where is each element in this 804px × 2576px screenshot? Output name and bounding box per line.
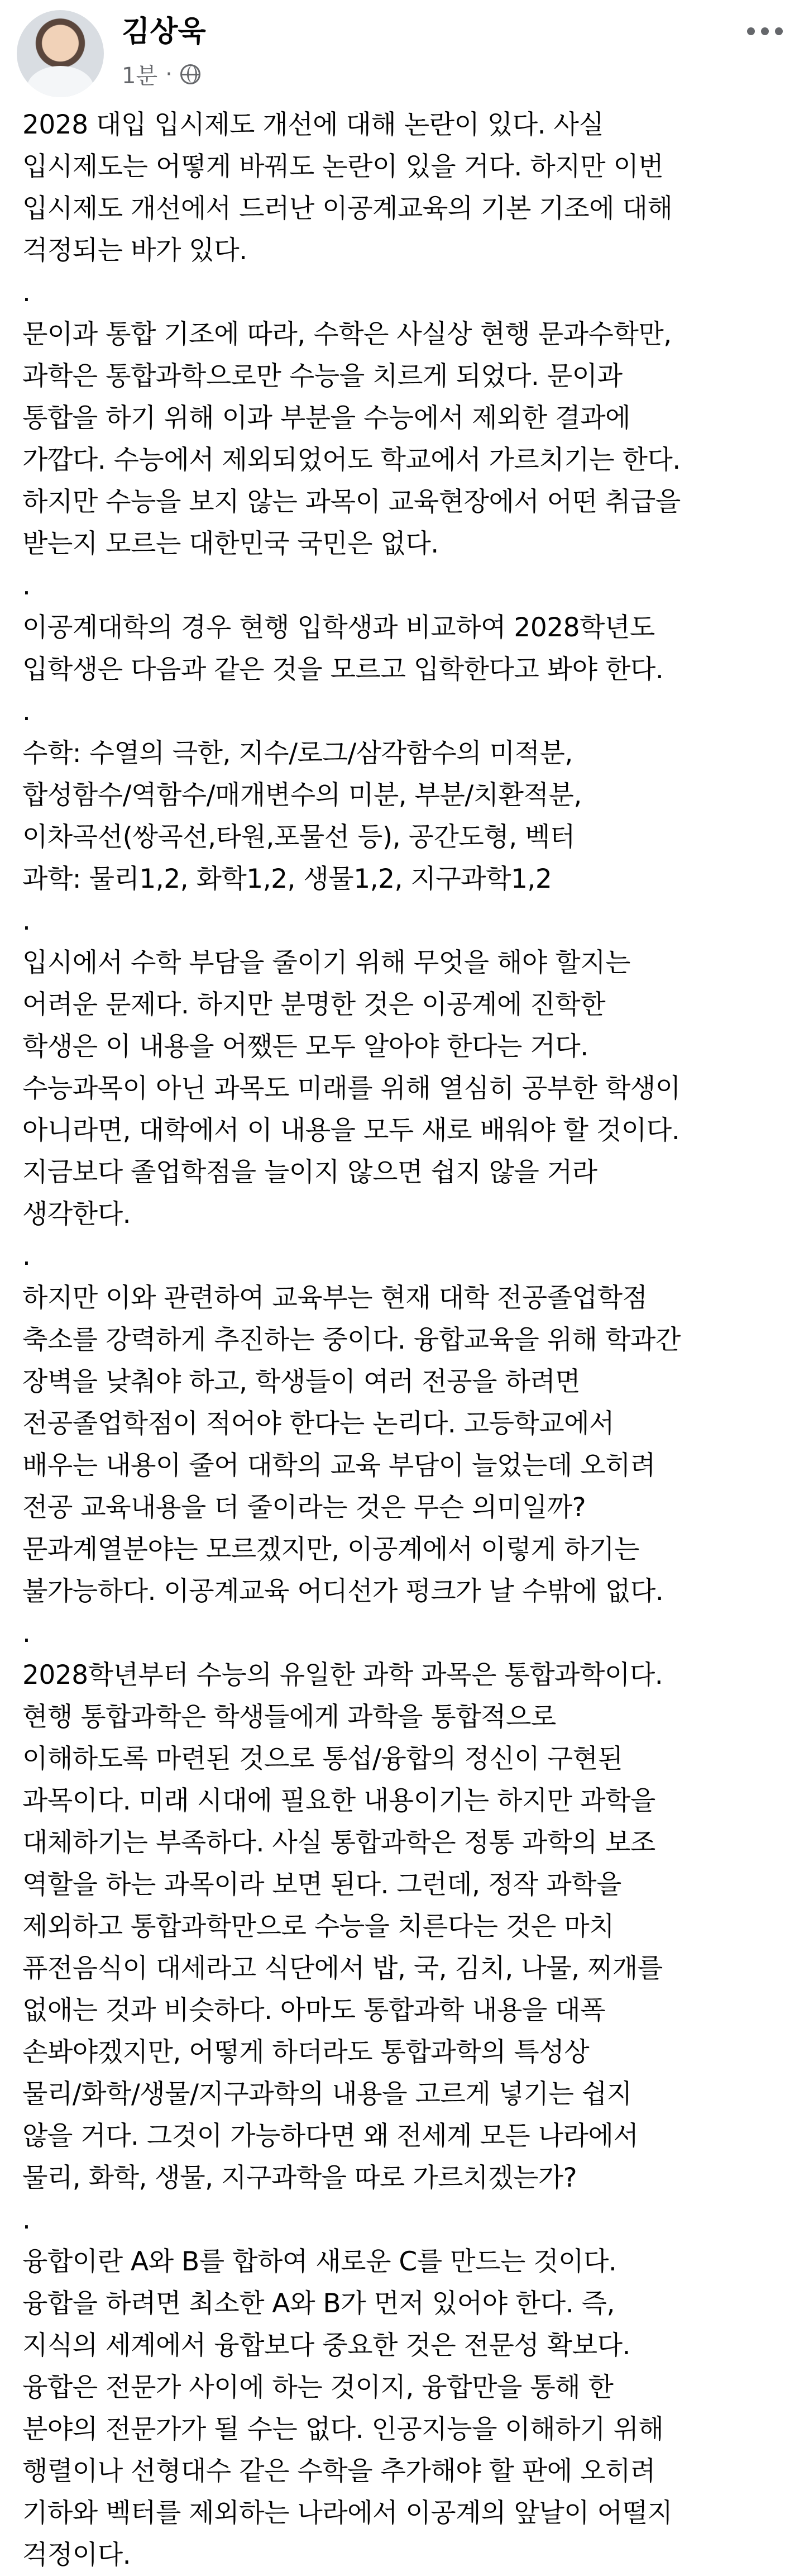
post-line: . (22, 696, 31, 727)
post-line: 현행 통합과학은 학생들에게 과학을 통합적으로 (22, 1702, 556, 1732)
post-line: 이공계대학의 경우 현행 입학생과 비교하여 2028학년도 (22, 612, 655, 643)
post-line: . (22, 2204, 31, 2235)
post-line: 없애는 것과 비슷하다. 아마도 통합과학 내용을 대폭 (22, 1995, 606, 2026)
post-line: 생각한다. (22, 1199, 131, 1230)
post-line: 전공졸업학점이 적어야 한다는 논리다. 고등학교에서 (22, 1408, 615, 1439)
post-line: 입시제도 개선에서 드러난 이공계교육의 기본 기조에 대해 (22, 193, 673, 224)
post-line: 2028학년부터 수능의 유일한 과학 과목은 통합과학이다. (22, 1660, 663, 1691)
avatar-figure (27, 66, 94, 97)
more-options-icon[interactable] (747, 25, 783, 38)
post-line: 행렬이나 선형대수 같은 수학을 추가해야 할 판에 오히려 (22, 2456, 655, 2487)
post-line: 합성함수/역함수/매개변수의 미분, 부분/치환적분, (22, 780, 582, 811)
post-line: 이차곡선(쌍곡선,타원,포물선 등), 공간도형, 벡터 (22, 822, 575, 853)
author-name[interactable]: 김상욱 (122, 15, 206, 49)
post-line: . (22, 570, 31, 601)
post-line: 과목이다. 미래 시대에 필요한 내용이기는 하지만 과학을 (22, 1785, 655, 1816)
post-line: . (22, 1241, 31, 1272)
post-line: 과학은 통합과학으로만 수능을 치르게 되었다. 문이과 (22, 361, 623, 392)
post-line: 입시제도는 어떻게 바꿔도 논란이 있을 거다. 하지만 이번 (22, 151, 664, 182)
post-line: 걱정이다. (22, 2540, 131, 2570)
post-line: 지식의 세계에서 융합보다 중요한 것은 전문성 확보다. (22, 2330, 630, 2361)
post-line: 물리, 화학, 생물, 지구과학을 따로 가르치겠는가? (22, 2163, 577, 2193)
post-line: 입시에서 수학 부담을 줄이기 위해 무엇을 해야 할지는 (22, 947, 630, 978)
post-line: 축소를 강력하게 추진하는 중이다. 융합교육을 위해 학과간 (22, 1325, 681, 1355)
post-line: 수학: 수열의 극한, 지수/로그/삼각함수의 미적분, (22, 738, 573, 769)
post-line: 받는지 모르는 대한민국 국민은 없다. (22, 528, 439, 559)
post-line: 아니라면, 대학에서 이 내용을 모두 새로 배워야 할 것이다. (22, 1115, 680, 1146)
post-line: 역할을 하는 과목이라 보면 된다. 그런데, 정작 과학을 (22, 1869, 621, 1900)
post-line: 물리/화학/생물/지구과학의 내용을 고르게 넣기는 쉽지 (22, 2079, 632, 2110)
post-line: 문과계열분야는 모르겠지만, 이공계에서 이렇게 하기는 (22, 1534, 639, 1565)
post-body (0, 104, 804, 2576)
post-line: 이해하도록 마련된 것으로 통섭/융합의 정신이 구현된 (22, 1744, 623, 1774)
post-line: 하지만 수능을 보지 않는 과목이 교육현장에서 어떤 취급을 (22, 487, 681, 517)
post-meta (122, 58, 200, 90)
post-line: 기하와 벡터를 제외하는 나라에서 이공계의 앞날이 어떨지 (22, 2498, 673, 2529)
globe-icon[interactable] (180, 64, 200, 84)
post-line: 걱정되는 바가 있다. (22, 235, 247, 266)
post-header (0, 0, 804, 104)
post-line: 문이과 통합 기조에 따라, 수학은 사실상 현행 문과수학만, (22, 319, 672, 350)
post-time[interactable]: 1분 (122, 63, 158, 89)
post-line: 장벽을 낮춰야 하고, 학생들이 여러 전공을 하려면 (22, 1366, 581, 1397)
post-line: 수능과목이 아닌 과목도 미래를 위해 열심히 공부한 학생이 (22, 1073, 681, 1104)
post-line: 융합은 전문가 사이에 하는 것이지, 융합만을 통해 한 (22, 2372, 614, 2403)
post-line: 융합이란 A와 B를 합하여 새로운 C를 만드는 것이다. (22, 2246, 617, 2277)
post-line: 지금보다 졸업학점을 늘이지 않으면 쉽지 않을 거라 (22, 1157, 597, 1188)
meta-separator: · (165, 61, 173, 87)
post-line: . (22, 277, 31, 308)
post-line: 학생은 이 내용을 어쨌든 모두 알아야 한다는 거다. (22, 1031, 588, 1062)
post-line: 통합을 하기 위해 이과 부분을 수능에서 제외한 결과에 (22, 403, 630, 434)
post-line: 입학생은 다음과 같은 것을 모르고 입학한다고 봐야 한다. (22, 654, 664, 685)
post-line: 분야의 전문가가 될 수는 없다. 인공지능을 이해하기 위해 (22, 2414, 664, 2445)
post-line: 전공 교육내용을 더 줄이라는 것은 무슨 의미일까? (22, 1492, 586, 1523)
avatar[interactable] (17, 10, 104, 97)
post-line: 제외하고 통합과학만으로 수능을 치른다는 것은 마치 (22, 1911, 615, 1942)
post-line: 퓨전음식이 대세라고 식단에서 밥, 국, 김치, 나물, 찌개를 (22, 1953, 663, 1984)
post-line: 불가능하다. 이공계교육 어디선가 펑크가 날 수밖에 없다. (22, 1576, 664, 1607)
post-line: 대체하기는 부족하다. 사실 통합과학은 정통 과학의 보조 (22, 1827, 655, 1858)
post-line: 가깝다. 수능에서 제외되었어도 학교에서 가르치기는 한다. (22, 445, 681, 475)
post-line: 2028 대입 입시제도 개선에 대해 논란이 있다. 사실 (22, 109, 604, 140)
post-line: 과학: 물리1,2, 화학1,2, 생물1,2, 지구과학1,2 (22, 864, 552, 894)
post-line: 어려운 문제다. 하지만 분명한 것은 이공계에 진학한 (22, 989, 606, 1020)
post-line: 않을 거다. 그것이 가능하다면 왜 전세계 모든 나라에서 (22, 2121, 639, 2151)
post-line: 배우는 내용이 줄어 대학의 교육 부담이 늘었는데 오히려 (22, 1450, 655, 1481)
post-line: . (22, 906, 31, 936)
post-line: 손봐야겠지만, 어떻게 하더라도 통합과학의 특성상 (22, 2037, 590, 2068)
post-line: 하지만 이와 관련하여 교육부는 현재 대학 전공졸업학점 (22, 1283, 648, 1313)
post-line: 융합을 하려면 최소한 A와 B가 먼저 있어야 한다. 즉, (22, 2288, 615, 2319)
post-line: . (22, 1618, 31, 1649)
